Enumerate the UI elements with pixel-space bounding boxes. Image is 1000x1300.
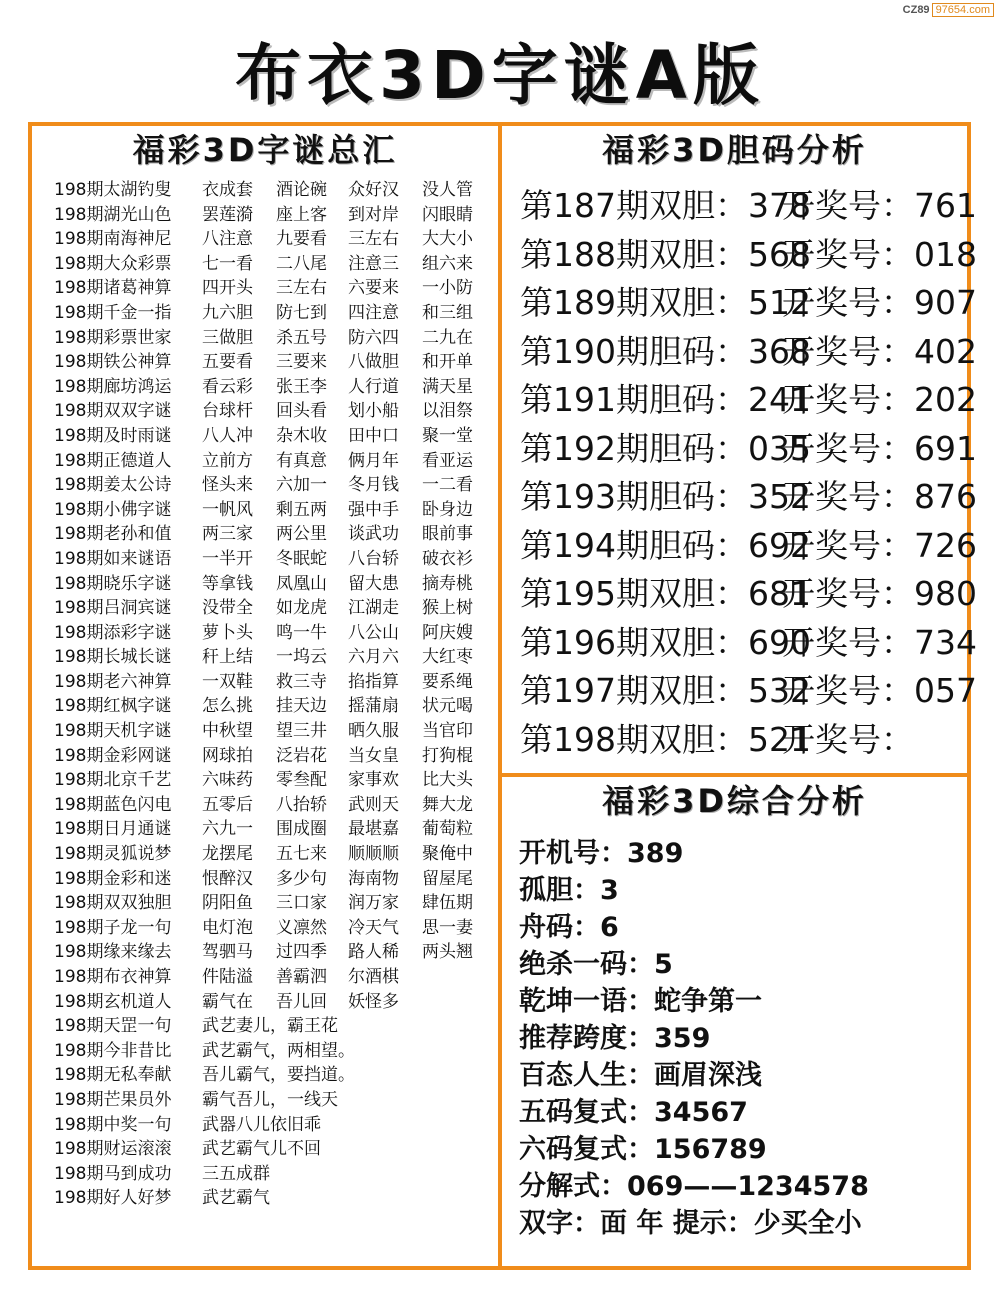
riddle-clue: 衣成套 bbox=[202, 180, 253, 200]
summary-row: 绝杀一码：5 bbox=[519, 949, 673, 980]
riddle-clue: 救三寺 bbox=[276, 671, 327, 692]
riddle-row bbox=[54, 744, 498, 769]
summary-row: 六码复式：156789 bbox=[519, 1134, 767, 1165]
riddle-clue: 酒论碗 bbox=[276, 180, 327, 200]
riddle-clue: 五零后 bbox=[202, 794, 253, 815]
riddle-clue: 防六四 bbox=[348, 327, 399, 348]
riddle-row bbox=[54, 522, 498, 547]
riddle-clue: 凤凰山 bbox=[276, 573, 327, 594]
riddle-clue: 七一看 bbox=[202, 253, 253, 274]
riddle-clue: 恨醉汉 bbox=[202, 868, 253, 889]
riddle-row bbox=[54, 326, 498, 351]
riddle-row bbox=[54, 694, 498, 719]
riddle-clue: 六月六 bbox=[348, 647, 399, 668]
riddle-source: 198期天机字谜 bbox=[54, 721, 172, 742]
riddle-clue: 杀五号 bbox=[276, 327, 327, 348]
riddle-clue: 电灯泡 bbox=[202, 917, 253, 938]
riddle-source: 198期廊坊鸿运 bbox=[54, 376, 172, 397]
riddle-clue: 八公山 bbox=[348, 622, 399, 643]
riddle-row bbox=[54, 719, 498, 744]
riddle-clue: 五要看 bbox=[202, 352, 253, 373]
riddle-source: 198期金彩和迷 bbox=[54, 868, 172, 889]
riddle-clue: 谈武功 bbox=[348, 524, 399, 545]
riddle-clue: 当女皇 bbox=[348, 745, 399, 766]
dan-row bbox=[520, 328, 977, 377]
summary-row: 舟码：6 bbox=[519, 912, 619, 943]
dan-label: 第189期双胆：512 bbox=[520, 283, 811, 322]
riddle-row bbox=[54, 817, 498, 842]
riddle-source: 198期如来谜语 bbox=[54, 548, 172, 569]
riddle-clue: 零叁配 bbox=[276, 770, 327, 791]
riddle-clue: 聚俺中 bbox=[422, 844, 473, 865]
dan-row bbox=[520, 376, 977, 425]
riddle-clue: 一坞云 bbox=[276, 647, 327, 668]
riddle-clue: 晒久服 bbox=[348, 721, 399, 742]
riddle-clue: 思一妻 bbox=[422, 917, 473, 938]
riddle-clue: 八抬轿 bbox=[276, 794, 327, 815]
riddle-clue: 田中口 bbox=[348, 425, 399, 446]
riddle-clue: 霸气在 bbox=[202, 991, 253, 1012]
riddle-clue: 划小船 bbox=[348, 401, 399, 422]
riddle-clue: 家事欢 bbox=[348, 770, 399, 791]
riddle-row bbox=[54, 621, 498, 646]
riddle-source: 198期布衣神算 bbox=[54, 967, 172, 987]
dan-label: 第196期双胆：690 bbox=[520, 622, 811, 662]
riddle-clue: 吾儿回 bbox=[276, 991, 327, 1012]
riddle-row bbox=[54, 670, 498, 695]
riddle-clue: 有真意 bbox=[276, 450, 327, 471]
riddle-clue: 阴阳鱼 bbox=[202, 893, 253, 914]
dan-row bbox=[520, 231, 977, 280]
riddle-clue: 防七到 bbox=[276, 302, 327, 323]
draw-number: 开奖号：057 bbox=[782, 671, 977, 710]
summary-row: 开机号：389 bbox=[519, 838, 684, 869]
riddle-list bbox=[54, 178, 498, 1211]
draw-number: 开奖号：761 bbox=[782, 186, 977, 225]
riddle-clue: 路人稀 bbox=[348, 942, 399, 963]
dan-row bbox=[520, 279, 977, 328]
riddle-clue: 冬眠蛇 bbox=[276, 548, 327, 569]
riddle-clue: 一半开 bbox=[202, 548, 253, 569]
riddle-clue: 武则天 bbox=[348, 794, 399, 815]
badge-site: 97654.com bbox=[932, 3, 994, 17]
riddle-clue: 一帆风 bbox=[202, 499, 253, 520]
riddle-source: 198期添彩字谜 bbox=[54, 622, 172, 643]
draw-number: 开奖号：734 bbox=[782, 622, 977, 662]
dan-list bbox=[520, 182, 977, 764]
riddle-clue: 留屋尾 bbox=[422, 868, 473, 889]
riddle-source: 198期今非昔比 bbox=[54, 1040, 172, 1061]
riddle-source: 198期正德道人 bbox=[54, 450, 172, 471]
riddle-clue: 九要看 bbox=[276, 229, 327, 250]
riddle-clue: 组六来 bbox=[422, 253, 473, 274]
riddle-clue: 罢莲漪 bbox=[202, 204, 253, 225]
riddle-source: 198期红枫字谜 bbox=[54, 696, 172, 717]
riddle-source: 198期双双字谜 bbox=[54, 401, 172, 422]
draw-number: 开奖号：876 bbox=[782, 477, 977, 516]
riddle-clue: 泛岩花 bbox=[276, 745, 327, 766]
riddle-clue: 状元喝 bbox=[422, 696, 473, 717]
summary-panel bbox=[502, 777, 967, 1266]
riddle-clue: 座上客 bbox=[276, 204, 327, 225]
riddle-clue: 六味药 bbox=[202, 770, 253, 791]
riddle-clue: 三五成群 bbox=[202, 1163, 270, 1184]
riddle-clue: 舞大龙 bbox=[422, 794, 473, 815]
riddle-clue: 驾驷马 bbox=[202, 942, 253, 963]
draw-number: 开奖号：691 bbox=[782, 428, 977, 468]
riddle-row bbox=[54, 473, 498, 498]
riddle-clue: 过四季 bbox=[276, 942, 327, 963]
riddle-clue: 萝卜头 bbox=[202, 622, 253, 643]
riddle-clue: 摇蒲扇 bbox=[348, 696, 399, 717]
riddle-clue: 二八尾 bbox=[276, 253, 327, 274]
dan-row bbox=[520, 619, 977, 668]
riddle-source: 198期蓝色闪电 bbox=[54, 794, 172, 815]
riddle-clue: 肆伍期 bbox=[422, 893, 473, 914]
dan-row bbox=[520, 667, 977, 716]
riddle-clue: 武艺霸气 bbox=[202, 1188, 270, 1209]
riddle-clue: 剩五两 bbox=[276, 499, 327, 520]
riddle-clue: 善霸泗 bbox=[276, 967, 327, 987]
draw-number: 开奖号：018 bbox=[782, 234, 977, 274]
dan-panel bbox=[502, 126, 977, 777]
riddle-clue: 海南物 bbox=[348, 868, 399, 889]
riddle-row bbox=[54, 1162, 498, 1187]
draw-number: 开奖号：402 bbox=[782, 331, 977, 371]
riddle-clue: 一二看 bbox=[422, 475, 473, 496]
riddle-source: 198期中奖一句 bbox=[54, 1114, 172, 1135]
riddle-clue: 杂木收 bbox=[276, 425, 327, 446]
dan-label: 第195期双胆：681 bbox=[520, 574, 811, 613]
riddle-source: 198期彩票世家 bbox=[54, 327, 172, 348]
riddle-clue: 和开单 bbox=[422, 352, 473, 373]
riddle-clue: 武器八儿依旧乖 bbox=[202, 1114, 321, 1135]
riddle-row bbox=[54, 424, 498, 449]
riddle-clue: 挂天边 bbox=[276, 696, 327, 717]
riddle-clue: 卧身边 bbox=[422, 499, 473, 520]
riddle-clue: 武艺霸气，两相望。 bbox=[202, 1040, 355, 1061]
riddle-row bbox=[54, 768, 498, 793]
riddle-clue: 四注意 bbox=[348, 302, 399, 323]
riddle-clue: 没带全 bbox=[202, 598, 253, 619]
riddle-clue: 龙摆尾 bbox=[202, 844, 253, 865]
draw-number: 开奖号：980 bbox=[782, 574, 977, 613]
riddle-source: 198期南海神尼 bbox=[54, 229, 172, 250]
riddle-clue: 中秋望 bbox=[202, 721, 253, 742]
riddle-clue: 望三井 bbox=[276, 721, 327, 742]
riddle-row bbox=[54, 1186, 498, 1211]
dan-row bbox=[520, 570, 977, 619]
riddle-clue: 三左右 bbox=[348, 229, 399, 250]
riddle-clue: 冬月钱 bbox=[348, 475, 399, 496]
riddle-row bbox=[54, 596, 498, 621]
dan-row bbox=[520, 716, 967, 765]
riddle-clue: 等拿钱 bbox=[202, 573, 253, 594]
riddle-row bbox=[54, 940, 498, 965]
dan-label: 第197期双胆：532 bbox=[520, 671, 811, 710]
riddle-source: 198期金彩网谜 bbox=[54, 745, 172, 766]
riddle-source: 198期太湖钓叟 bbox=[54, 180, 172, 200]
dan-label: 第187期双胆：378 bbox=[520, 186, 811, 225]
riddle-clue: 三要来 bbox=[276, 352, 327, 373]
riddle-clue: 到对岸 bbox=[348, 204, 399, 225]
dan-label: 第194期胆码：692 bbox=[520, 525, 811, 565]
riddle-source: 198期子龙一句 bbox=[54, 917, 172, 938]
summary-row: 五码复式：34567 bbox=[519, 1097, 748, 1128]
riddle-clue: 一双鞋 bbox=[202, 671, 253, 692]
riddle-clue: 两公里 bbox=[276, 524, 327, 545]
riddle-clue: 打狗棍 bbox=[422, 745, 473, 766]
riddle-clue: 四开头 bbox=[202, 278, 253, 299]
dan-row bbox=[520, 473, 977, 522]
riddle-clue: 霸气吾儿，一线天 bbox=[202, 1089, 338, 1110]
dan-label: 第198期双胆：521 bbox=[520, 719, 811, 759]
riddle-clue: 吾儿霸气，要挡道。 bbox=[202, 1065, 355, 1086]
riddle-clue: 江湖走 bbox=[348, 598, 399, 619]
riddle-clue: 眼前事 bbox=[422, 524, 473, 545]
riddle-row bbox=[54, 1063, 498, 1088]
riddle-row bbox=[54, 916, 498, 941]
riddle-row bbox=[54, 301, 498, 326]
riddle-clue: 鸣一牛 bbox=[276, 622, 327, 643]
riddle-source: 198期千金一指 bbox=[54, 302, 172, 323]
riddle-clue: 义凛然 bbox=[276, 917, 327, 938]
riddle-clue: 当官印 bbox=[422, 721, 473, 742]
riddle-row bbox=[54, 252, 498, 277]
badge-prefix: CZ89 bbox=[902, 4, 930, 16]
riddle-clue: 三左右 bbox=[276, 278, 327, 299]
riddle-row bbox=[54, 965, 498, 990]
riddle-clue: 没人管 bbox=[422, 180, 473, 200]
page-title: 布衣3D字谜A版 bbox=[235, 37, 765, 114]
riddle-clue: 三口家 bbox=[276, 893, 327, 914]
riddle-source: 198期马到成功 bbox=[54, 1163, 172, 1184]
riddle-clue: 强中手 bbox=[348, 499, 399, 520]
content-frame bbox=[28, 122, 977, 1270]
dan-label: 第193期胆码：352 bbox=[520, 477, 811, 516]
riddle-clue: 八注意 bbox=[202, 229, 253, 250]
draw-number: 开奖号：202 bbox=[782, 380, 977, 419]
riddle-clue: 猴上树 bbox=[422, 598, 473, 619]
riddle-row bbox=[54, 178, 498, 203]
riddle-clue: 尔酒棋 bbox=[348, 967, 399, 987]
riddle-clue: 八台轿 bbox=[348, 548, 399, 569]
riddle-clue: 比大头 bbox=[422, 770, 473, 791]
riddle-row bbox=[54, 867, 498, 892]
dan-label: 第191期胆码：241 bbox=[520, 380, 811, 419]
riddle-clue: 润万家 bbox=[348, 893, 399, 914]
riddle-source: 198期日月通谜 bbox=[54, 819, 172, 840]
riddle-clue: 看亚运 bbox=[422, 450, 473, 471]
riddle-clue: 件陆溢 bbox=[202, 967, 253, 987]
riddle-clue: 两三家 bbox=[202, 524, 253, 545]
riddle-clue: 八人冲 bbox=[202, 425, 253, 446]
riddle-clue: 武艺霸气儿不回 bbox=[202, 1139, 321, 1160]
riddle-row bbox=[54, 572, 498, 597]
riddle-clue: 立前方 bbox=[202, 450, 253, 471]
riddle-row bbox=[54, 842, 498, 867]
riddle-source: 198期天罡一句 bbox=[54, 1016, 172, 1037]
riddle-clue: 九六胆 bbox=[202, 302, 253, 323]
dan-label: 第190期胆码：368 bbox=[520, 331, 811, 371]
riddle-clue: 闪眼睛 bbox=[422, 204, 473, 225]
riddle-row bbox=[54, 203, 498, 228]
riddle-clue: 回头看 bbox=[276, 401, 327, 422]
riddle-row bbox=[54, 449, 498, 474]
riddle-clue: 怪头来 bbox=[202, 475, 253, 496]
riddle-panel bbox=[32, 126, 502, 1266]
riddle-clue: 武艺妻儿，霸王花 bbox=[202, 1016, 338, 1037]
riddle-source: 198期小佛字谜 bbox=[54, 499, 172, 520]
summary-list bbox=[519, 835, 967, 1242]
riddle-clue: 众好汉 bbox=[348, 180, 399, 200]
summary-row: 双字：面 年 提示：少买全小 bbox=[519, 1208, 862, 1239]
site-badge bbox=[903, 4, 994, 16]
riddle-clue: 六要来 bbox=[348, 278, 399, 299]
riddle-clue: 破衣衫 bbox=[422, 548, 473, 569]
riddle-row bbox=[54, 1014, 498, 1039]
riddle-clue: 如龙虎 bbox=[276, 598, 327, 619]
dan-label: 第192期胆码：035 bbox=[520, 428, 811, 468]
draw-number: 开奖号：726 bbox=[782, 525, 977, 565]
riddle-clue: 网球拍 bbox=[202, 745, 253, 766]
riddle-clue: 大红枣 bbox=[422, 647, 473, 668]
riddle-row bbox=[54, 891, 498, 916]
riddle-clue: 六九一 bbox=[202, 819, 253, 840]
riddle-row bbox=[54, 399, 498, 424]
riddle-clue: 八做胆 bbox=[348, 352, 399, 373]
riddle-source: 198期北京千艺 bbox=[54, 770, 172, 791]
riddle-row bbox=[54, 350, 498, 375]
riddle-source: 198期长城长谜 bbox=[54, 647, 172, 668]
riddle-clue: 聚一堂 bbox=[422, 425, 473, 446]
dan-row bbox=[520, 522, 977, 571]
riddle-source: 198期财运滚滚 bbox=[54, 1139, 172, 1160]
dan-panel-title: 福彩3D胆码分析 bbox=[602, 131, 867, 169]
riddle-clue: 怎么挑 bbox=[202, 696, 253, 717]
riddle-clue: 俩月年 bbox=[348, 450, 399, 471]
riddle-panel-title: 福彩3D字谜总汇 bbox=[132, 131, 398, 169]
riddle-clue: 留大患 bbox=[348, 573, 399, 594]
summary-panel-title: 福彩3D综合分析 bbox=[602, 782, 867, 820]
summary-row: 孤胆：3 bbox=[519, 875, 619, 906]
riddle-source: 198期晓乐字谜 bbox=[54, 573, 172, 594]
riddle-clue: 看云彩 bbox=[202, 376, 253, 397]
riddle-clue: 六加一 bbox=[276, 475, 327, 496]
riddle-source: 198期姜太公诗 bbox=[54, 475, 172, 496]
riddle-row bbox=[54, 1137, 498, 1162]
riddle-source: 198期玄机道人 bbox=[54, 991, 172, 1012]
riddle-row bbox=[54, 498, 498, 523]
riddle-clue: 人行道 bbox=[348, 376, 399, 397]
draw-number: 开奖号：907 bbox=[782, 283, 977, 322]
riddle-source: 198期灵狐说梦 bbox=[54, 844, 172, 865]
draw-number: 开奖号： bbox=[782, 719, 914, 759]
riddle-clue: 围成圈 bbox=[276, 819, 327, 840]
riddle-source: 198期及时雨谜 bbox=[54, 425, 172, 446]
riddle-source: 198期湖光山色 bbox=[54, 204, 172, 225]
riddle-row bbox=[54, 1088, 498, 1113]
riddle-row bbox=[54, 1113, 498, 1138]
dan-row bbox=[520, 182, 977, 231]
riddle-clue: 秆上结 bbox=[202, 647, 253, 668]
riddle-clue: 张王李 bbox=[276, 376, 327, 397]
riddle-clue: 顺顺顺 bbox=[348, 844, 399, 865]
riddle-clue: 台球杆 bbox=[202, 401, 253, 422]
dan-label: 第188期双胆：568 bbox=[520, 234, 811, 274]
riddle-clue: 以泪祭 bbox=[422, 401, 473, 422]
summary-row: 百态人生：画眉深浅 bbox=[519, 1060, 762, 1091]
riddle-row bbox=[54, 990, 498, 1015]
dan-row bbox=[520, 425, 977, 474]
riddle-source: 198期双双独胆 bbox=[54, 893, 172, 914]
riddle-row bbox=[54, 1039, 498, 1064]
riddle-clue: 要系绳 bbox=[422, 671, 473, 692]
riddle-source: 198期大众彩票 bbox=[54, 253, 172, 274]
riddle-row bbox=[54, 793, 498, 818]
riddle-clue: 满天星 bbox=[422, 376, 473, 397]
summary-row: 乾坤一语：蛇争第一 bbox=[519, 986, 762, 1017]
riddle-source: 198期无私奉献 bbox=[54, 1065, 172, 1086]
riddle-source: 198期铁公神算 bbox=[54, 352, 172, 373]
riddle-row bbox=[54, 227, 498, 252]
riddle-row bbox=[54, 547, 498, 572]
riddle-source: 198期吕洞宾谜 bbox=[54, 598, 172, 619]
riddle-clue: 最堪嘉 bbox=[348, 819, 399, 840]
riddle-clue: 冷天气 bbox=[348, 917, 399, 938]
riddle-clue: 掐指算 bbox=[348, 671, 399, 692]
summary-row: 推荐跨度：359 bbox=[519, 1023, 711, 1054]
riddle-clue: 葡萄粒 bbox=[422, 819, 473, 840]
riddle-clue: 一小防 bbox=[422, 278, 473, 299]
riddle-clue: 五七来 bbox=[276, 844, 327, 865]
riddle-source: 198期芒果员外 bbox=[54, 1089, 172, 1110]
summary-row: 分解式：069——1234578 bbox=[519, 1171, 869, 1202]
riddle-clue: 两头翘 bbox=[422, 942, 473, 963]
riddle-clue: 二九在 bbox=[422, 327, 473, 348]
riddle-source: 198期好人好梦 bbox=[54, 1188, 172, 1209]
riddle-row bbox=[54, 375, 498, 400]
riddle-source: 198期老六神算 bbox=[54, 671, 172, 692]
riddle-clue: 阿庆嫂 bbox=[422, 622, 473, 643]
riddle-clue: 妖怪多 bbox=[348, 991, 399, 1012]
riddle-clue: 和三组 bbox=[422, 302, 473, 323]
riddle-clue: 摘寿桃 bbox=[422, 573, 473, 594]
riddle-clue: 注意三 bbox=[348, 253, 399, 274]
riddle-source: 198期诸葛神算 bbox=[54, 278, 172, 299]
riddle-clue: 多少句 bbox=[276, 868, 327, 889]
riddle-clue: 三做胆 bbox=[202, 327, 253, 348]
riddle-clue: 大大小 bbox=[422, 229, 473, 250]
riddle-row bbox=[54, 276, 498, 301]
riddle-row bbox=[54, 645, 498, 670]
riddle-source: 198期缘来缘去 bbox=[54, 942, 172, 963]
riddle-source: 198期老孙和值 bbox=[54, 524, 172, 545]
